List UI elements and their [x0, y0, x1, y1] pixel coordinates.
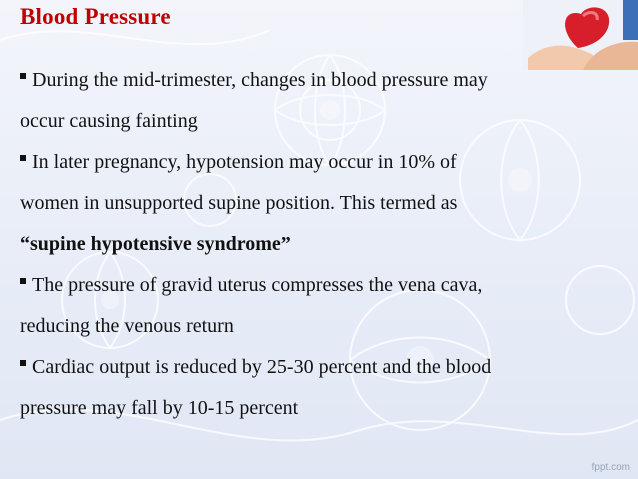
bullet-text-line: The pressure of gravid uterus compresses the vena cava,: [32, 274, 483, 296]
square-bullet-icon: [20, 278, 26, 284]
square-bullet-icon: [20, 73, 26, 79]
bullet-item: [20, 347, 620, 429]
bullet-item: [20, 142, 620, 265]
bullet-item: [20, 60, 620, 142]
bullet-item: [20, 265, 620, 347]
bullet-text-line: pressure may fall by 10-15 percent: [20, 397, 299, 419]
bullet-text-line: In later pregnancy, hypotension may occur in 10% of: [32, 151, 457, 173]
bullet-text-line: Cardiac output is reduced by 25-30 percent and the blood: [32, 356, 492, 378]
watermark: fppt.com: [591, 462, 630, 473]
bullet-text-line: reducing the venous return: [20, 315, 234, 337]
bullet-list: [20, 60, 620, 429]
slide-title: Blood Pressure: [20, 4, 171, 29]
bullet-text-line: women in unsupported supine position. This termed as: [20, 192, 458, 214]
square-bullet-icon: [20, 155, 26, 161]
bullet-text-line: occur causing fainting: [20, 110, 198, 132]
square-bullet-icon: [20, 360, 26, 366]
emphasized-term: “supine hypotensive syndrome”: [20, 233, 291, 255]
bullet-text-line: During the mid-trimester, changes in blood pressure may: [32, 69, 488, 91]
